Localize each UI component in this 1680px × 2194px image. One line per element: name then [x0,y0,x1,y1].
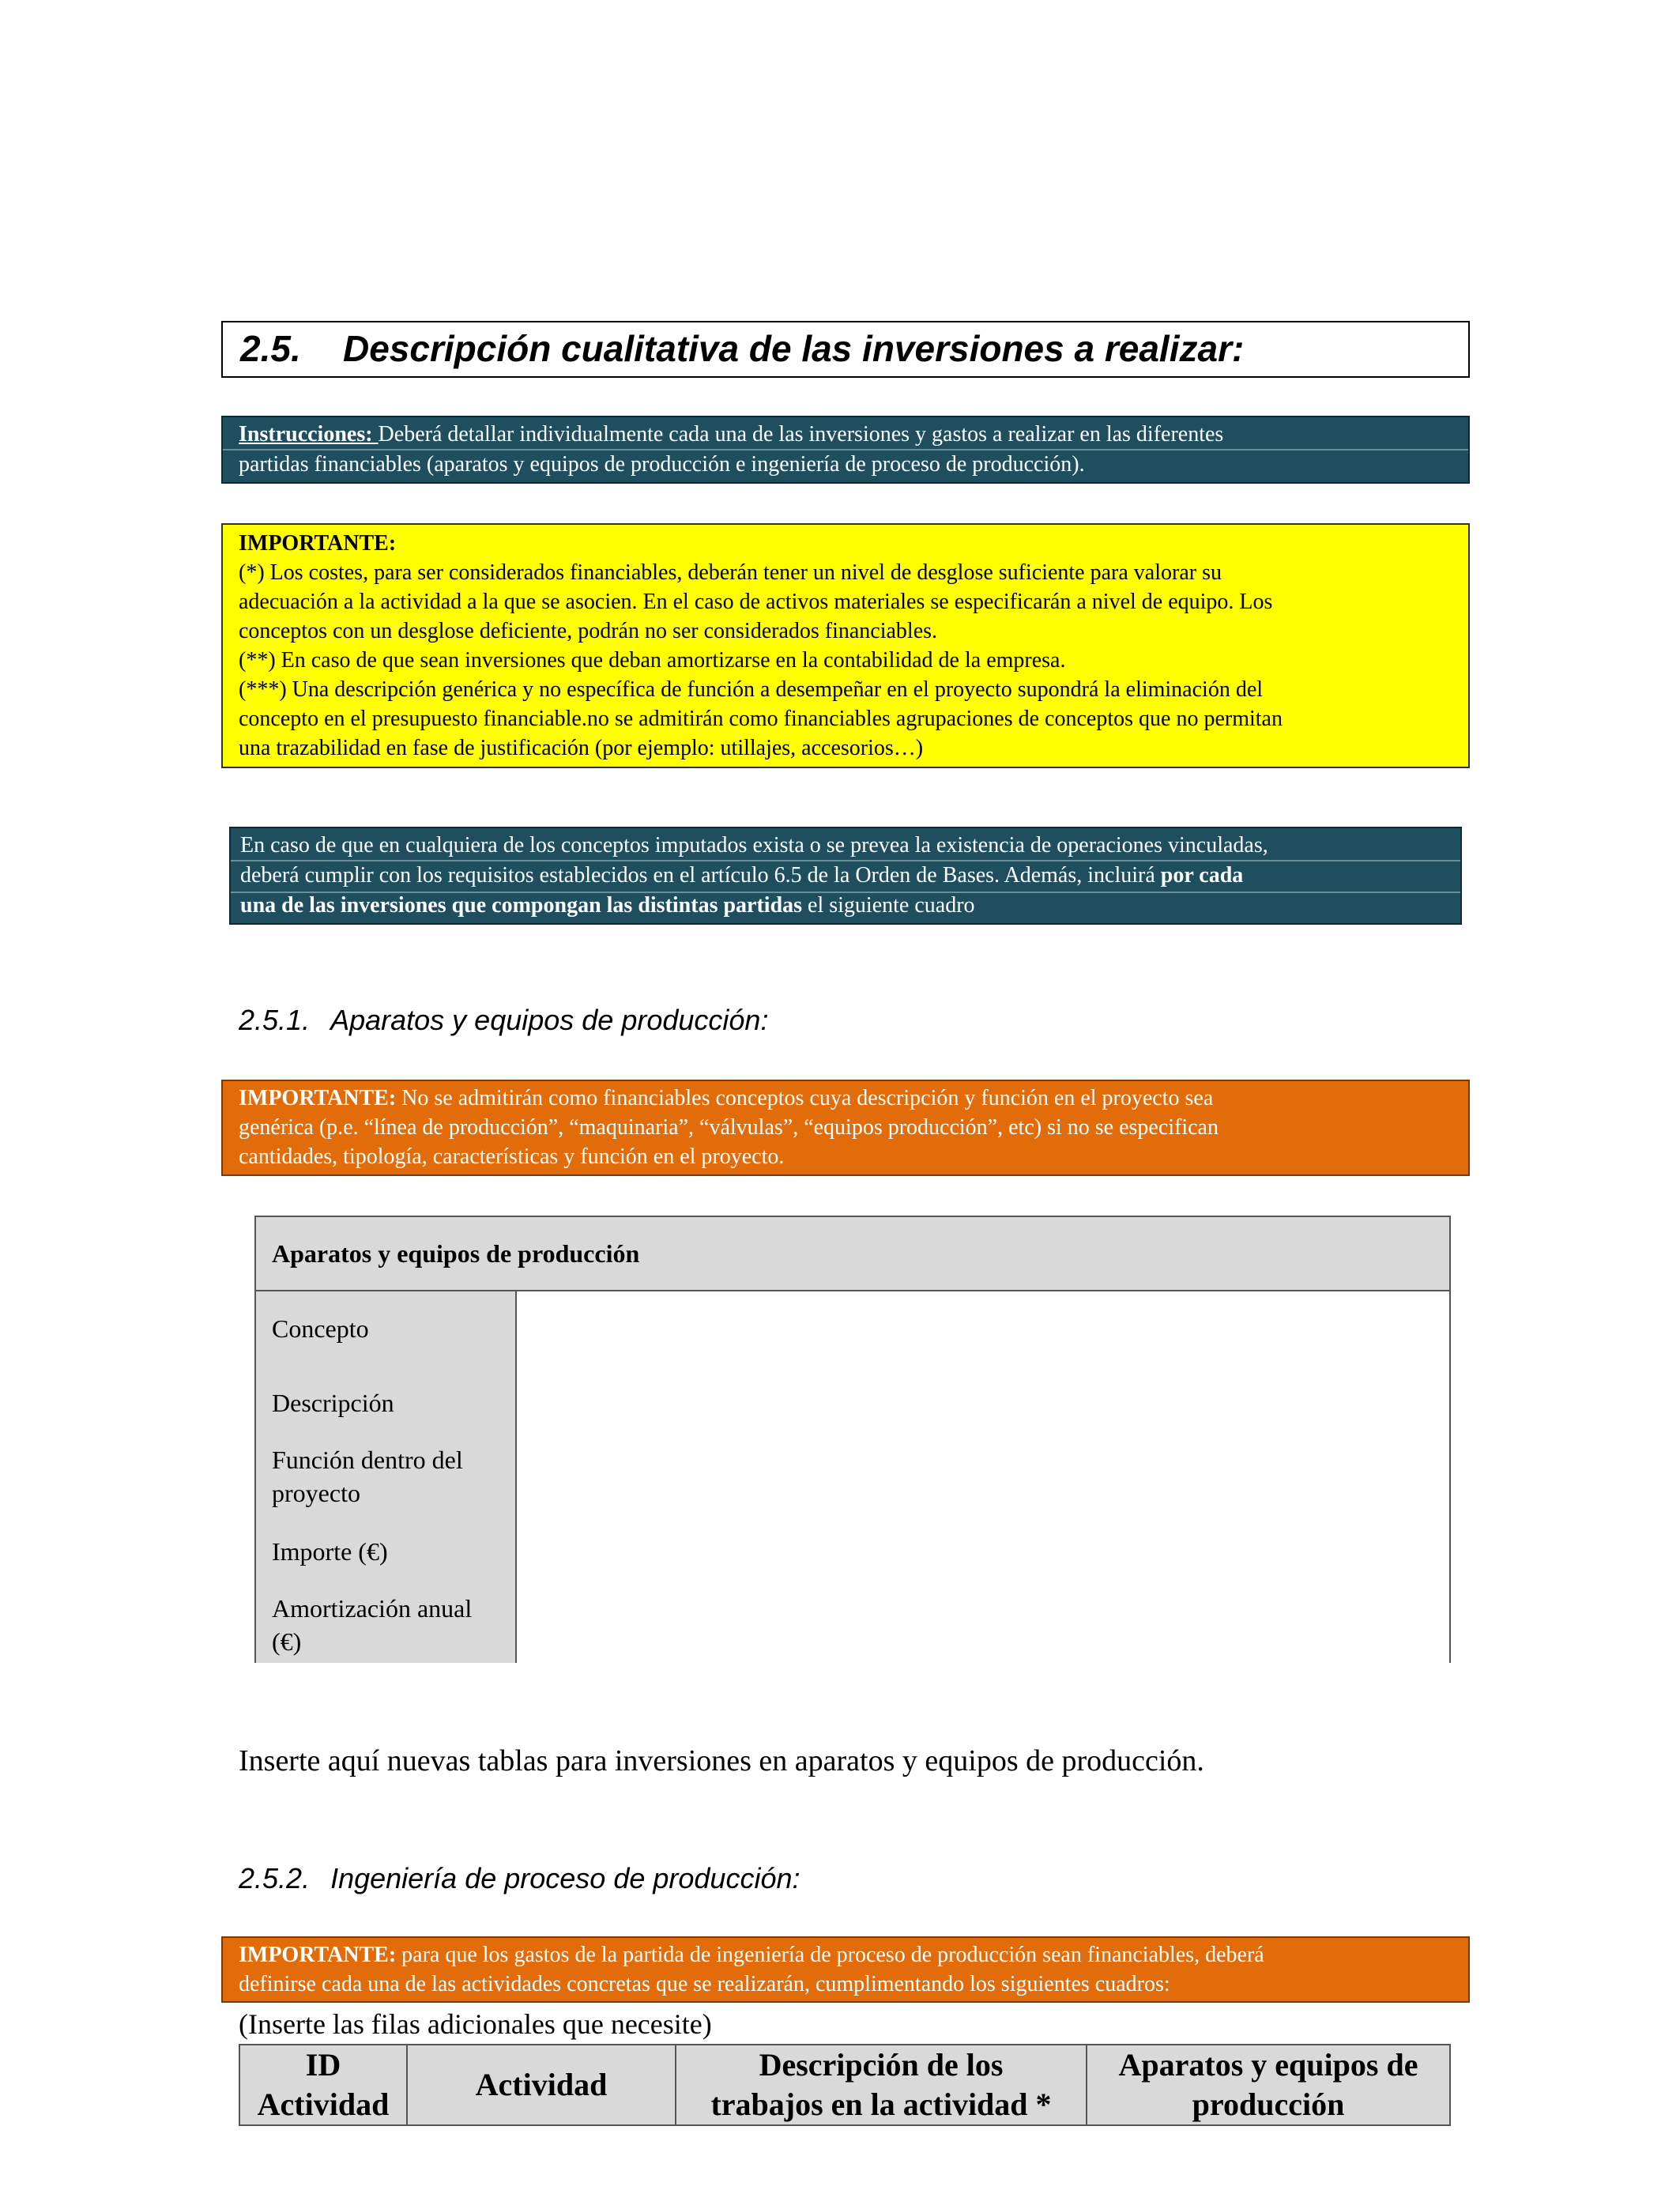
form-row-funcion [256,1440,1449,1516]
linked-operations-line-2 [240,861,1243,890]
header-id-actividad [240,2045,408,2124]
form-label-cell [256,1440,517,1514]
orange-line-1 [239,1941,1264,1970]
important-line: (**) En caso de que sean inversiones que deban amortizarse en la contabilidad de la empresa. [239,648,1066,673]
orange-text: para que los gastos de la partida de ingeniería de proceso de producción sean financiables, deberá [396,1943,1264,1967]
important-orange-box-2 [221,1936,1470,2003]
orange-line-2: genérica (p.e. “línea de producción”, “maquinaria”, “válvulas”, “equipos producción”, etc) si no se especifican [239,1115,1219,1140]
linked-operations-bold: por cada [1160,863,1244,888]
important-line: (*) Los costes, para ser considerados financiables, deberán tener un nivel de desglose suficiente para valorar su [239,560,1222,585]
instructions-line-2: partidas financiables (aparatos y equipos de producción e ingeniería de proceso de producción). [239,452,1085,477]
orange-line-2: definirse cada una de las actividades concretas que se realizarán, cumplimentando los siguientes cuadros: [239,1972,1170,1996]
important-line: (***) Una descripción genérica y no específica de función a desempeñar en el proyecto supondrá la eliminación del [239,677,1264,702]
linked-operations-line-1: En caso de que en cualquiera de los conceptos imputados exista o se prevea la existencia de operaciones vinculadas, [240,833,1268,858]
instructions-line-1 [239,420,1223,449]
important-line: una trazabilidad en fase de justificación (por ejemplo: utillajes, accesorios…) [239,736,924,760]
header-actividad [408,2045,676,2124]
header-text: ID [305,2047,341,2083]
orange-line-3: cantidades, tipología, características y función en el proyecto. [239,1144,785,1169]
form-label: Importe (€) [272,1537,388,1566]
form-label: (€) [272,1627,302,1656]
linked-operations-text: el siguiente cuadro [802,893,975,918]
important-orange-box-1 [221,1080,1470,1176]
important-yellow-box [221,523,1470,768]
subsection-title: Ingeniería de proceso de producción: [330,1862,800,1894]
orange-text: No se admitirán como financiables conceptos cuya descripción y función en el proyecto sea [396,1086,1214,1110]
form-table-header [256,1217,1449,1291]
header-text: trabajos en la actividad * [710,2087,1052,2122]
orange-line-1 [239,1084,1213,1113]
form-value-cell[interactable] [517,1291,1449,1366]
form-value-cell[interactable] [517,1440,1449,1514]
form-label: Concepto [272,1314,369,1343]
form-label-cell [256,1291,517,1366]
orange-label: IMPORTANTE: [239,1943,397,1967]
form-label-cell [256,1589,517,1663]
form-row-concepto [256,1291,1449,1367]
form-row-importe [256,1514,1449,1590]
important-line: adecuación a la actividad a la que se asocien. En el caso de activos materiales se especificarán a nivel de equipo. Los [239,590,1273,614]
header-text: Actividad [475,2067,608,2102]
section-title-box [221,321,1470,378]
form-value-cell[interactable] [517,1589,1449,1663]
orange-label: IMPORTANTE: [239,1086,397,1110]
equipment-form-table [254,1216,1451,1663]
section-number: 2.5. [240,328,301,369]
form-table-title: Aparatos y equipos de producción [272,1239,640,1268]
header-text: Descripción de los [759,2047,1004,2083]
instructions-text: Deberá detallar individualmente cada una de las inversiones y gastos a realizar en las diferentes [378,422,1224,447]
form-row-descripcion [256,1366,1449,1442]
instructions-label: Instrucciones: [239,422,379,447]
subsection-number: 2.5.2. [239,1862,311,1894]
subsection-number: 2.5.1. [239,1004,311,1036]
linked-operations-bold: una de las inversiones que compongan las distintas partidas [240,893,803,918]
form-label: Función dentro del [272,1446,463,1474]
header-text: Actividad [257,2087,390,2122]
insert-rows-note: (Inserte las filas adicionales que necesite) [239,2008,712,2040]
subsection-heading-1 [239,1004,768,1037]
important-line: concepto en el presupuesto financiable.no se admitirán como financiables agrupaciones de conceptos que no permitan [239,707,1283,731]
form-value-cell[interactable] [517,1514,1449,1589]
linked-operations-box [229,827,1462,925]
header-text: producción [1192,2087,1345,2122]
subsection-heading-2 [239,1862,800,1895]
header-text: Aparatos y equipos de [1118,2047,1418,2083]
instructions-box [221,416,1470,484]
linked-operations-text: deberá cumplir con los requisitos establecidos en el artículo 6.5 de la Orden de Bases. Además, incluirá [240,863,1161,888]
important-heading: IMPORTANTE: [239,531,397,556]
subsection-title: Aparatos y equipos de producción: [330,1004,769,1036]
section-title: Descripción cualitativa de las inversiones a realizar: [343,328,1245,369]
form-label-cell [256,1514,517,1589]
header-descripcion [676,2045,1087,2124]
form-label: proyecto [272,1479,360,1507]
insert-tables-note: Inserte aquí nuevas tablas para inversiones en aparatos y equipos de producción. [239,1744,1204,1777]
form-label: Amortización anual [272,1594,473,1623]
form-value-cell[interactable] [517,1366,1449,1440]
linked-operations-line-3 [240,892,975,920]
header-aparatos [1087,2045,1449,2124]
form-label-cell [256,1366,517,1440]
important-line: conceptos con un desglose deficiente, podrán no ser considerados financiables. [239,619,938,643]
activity-table-header [239,2044,1451,2126]
form-label: Descripción [272,1389,394,1417]
form-row-amortizacion [256,1589,1449,1663]
